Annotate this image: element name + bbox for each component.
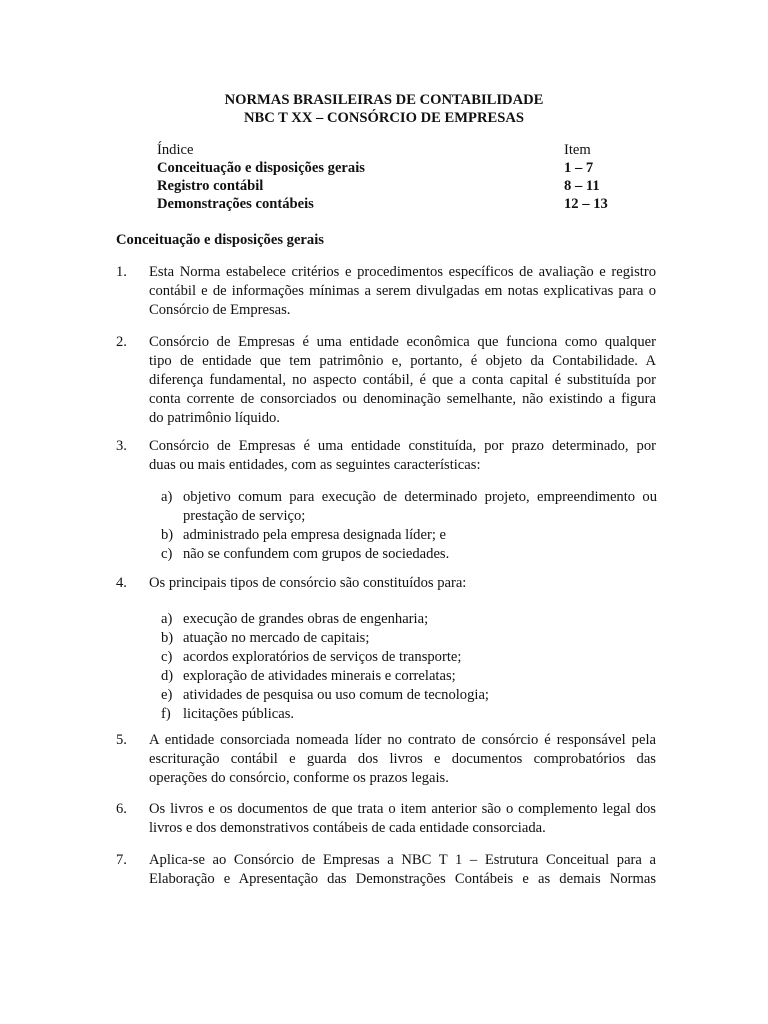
list-letter: b)	[161, 630, 174, 646]
text-line: A entidade consorciada nomeada líder no contrato de consórcio é responsável pela	[149, 732, 656, 748]
toc-heading-item: Item	[564, 142, 591, 158]
text-line: Consórcio de Empresas é uma entidade econômica que funciona como qualquer	[149, 334, 656, 350]
list-letter: a)	[161, 489, 173, 505]
list-letter: f)	[161, 706, 171, 722]
paragraph-number: 5.	[116, 732, 127, 748]
paragraph-text	[149, 800, 656, 838]
list-item	[157, 629, 657, 648]
paragraph-text	[149, 263, 656, 320]
paragraph-4-list	[157, 610, 657, 724]
list-item	[157, 526, 657, 545]
toc-row-label: Conceituação e disposições gerais	[157, 160, 365, 176]
list-item	[157, 705, 657, 724]
document-subtitle: NBC T XX – CONSÓRCIO DE EMPRESAS	[243, 110, 525, 126]
list-letter: a)	[161, 611, 173, 627]
text-line: escrituração contábil e guarda dos livros e documentos comprobatórios das	[149, 751, 656, 767]
list-item	[157, 648, 657, 667]
paragraph-number: 3.	[116, 438, 127, 454]
toc-row	[157, 195, 617, 213]
list-letter: e)	[161, 687, 173, 703]
paragraph-text	[149, 437, 656, 475]
list-text: não se confundem com grupos de sociedades.	[183, 546, 450, 562]
list-item-continuation	[157, 507, 657, 526]
list-letter: c)	[161, 546, 173, 562]
document-title: NORMAS BRASILEIRAS DE CONTABILIDADE	[224, 92, 544, 108]
text-line: Consórcio de Empresas é uma entidade constituída, por prazo determinado, por	[149, 438, 656, 454]
list-item	[157, 667, 657, 686]
toc-row-item: 1 – 7	[564, 160, 594, 176]
table-of-contents	[157, 141, 617, 213]
list-text: atividades de pesquisa ou uso comum de tecnologia;	[183, 687, 489, 703]
list-text: acordos exploratórios de serviços de transporte;	[183, 649, 462, 665]
text-line: Esta Norma estabelece critérios e procedimentos específicos de avaliação e registro	[149, 264, 656, 280]
paragraph-number: 2.	[116, 334, 127, 350]
paragraph-text	[149, 731, 656, 788]
text-line: duas ou mais entidades, com as seguintes características:	[149, 457, 481, 473]
list-letter: d)	[161, 668, 174, 684]
text-line: Os livros e os documentos de que trata o item anterior são o complemento legal dos	[149, 801, 656, 817]
toc-row	[157, 159, 617, 177]
text-line: diferença fundamental, no aspecto contábil, é que a conta capital é substituída por	[149, 372, 656, 388]
text-line: Os principais tipos de consórcio são constituídos para:	[149, 575, 467, 591]
list-text: execução de grandes obras de engenharia;	[183, 611, 429, 627]
paragraph-text	[149, 574, 656, 593]
list-text: objetivo comum para execução de determinado projeto, empreendimento ou	[183, 489, 657, 505]
paragraph-3-list	[157, 488, 657, 564]
toc-header-row	[157, 141, 617, 159]
text-line: do patrimônio líquido.	[149, 410, 280, 426]
list-text: administrado pela empresa designada líder; e	[183, 527, 446, 543]
text-line: conta corrente de consorciados ou denominação semelhante, não existindo a figura	[149, 391, 656, 407]
section-heading: Conceituação e disposições gerais	[116, 232, 324, 248]
toc-row	[157, 177, 617, 195]
list-text: exploração de atividades minerais e correlatas;	[183, 668, 456, 684]
paragraph-number: 4.	[116, 575, 127, 591]
list-text: atuação no mercado de capitais;	[183, 630, 370, 646]
paragraph-number: 6.	[116, 801, 127, 817]
text-line: Elaboração e Apresentação das Demonstrações Contábeis e as demais Normas	[149, 871, 656, 887]
toc-row-label: Registro contábil	[157, 178, 264, 194]
list-item	[157, 610, 657, 629]
text-line: tipo de entidade que tem patrimônio e, portanto, é objeto da Contabilidade. A	[149, 353, 656, 369]
text-line: Consórcio de Empresas.	[149, 302, 291, 318]
list-text: prestação de serviço;	[183, 508, 306, 524]
list-letter: c)	[161, 649, 173, 665]
list-text: licitações públicas.	[183, 706, 295, 722]
toc-heading-label: Índice	[157, 142, 194, 158]
list-item	[157, 545, 657, 564]
list-item	[157, 488, 657, 507]
text-line: livros e dos demonstrativos contábeis de cada entidade consorciada.	[149, 820, 546, 836]
text-line: contábil e de informações mínimas a serem divulgadas em notas explicativas para o	[149, 283, 656, 299]
list-item	[157, 686, 657, 705]
paragraph-text	[149, 851, 656, 889]
paragraph-number: 7.	[116, 852, 127, 868]
paragraph-number: 1.	[116, 264, 127, 280]
toc-row-label: Demonstrações contábeis	[157, 196, 314, 212]
toc-row-item: 8 – 11	[564, 178, 600, 194]
text-line: Aplica-se ao Consórcio de Empresas a NBC T 1 – Estrutura Conceitual para a	[149, 852, 656, 868]
toc-row-item: 12 – 13	[564, 196, 608, 212]
paragraph-text	[149, 333, 656, 428]
list-letter: b)	[161, 527, 174, 543]
text-line: operações do consórcio, conforme os prazos legais.	[149, 770, 449, 786]
